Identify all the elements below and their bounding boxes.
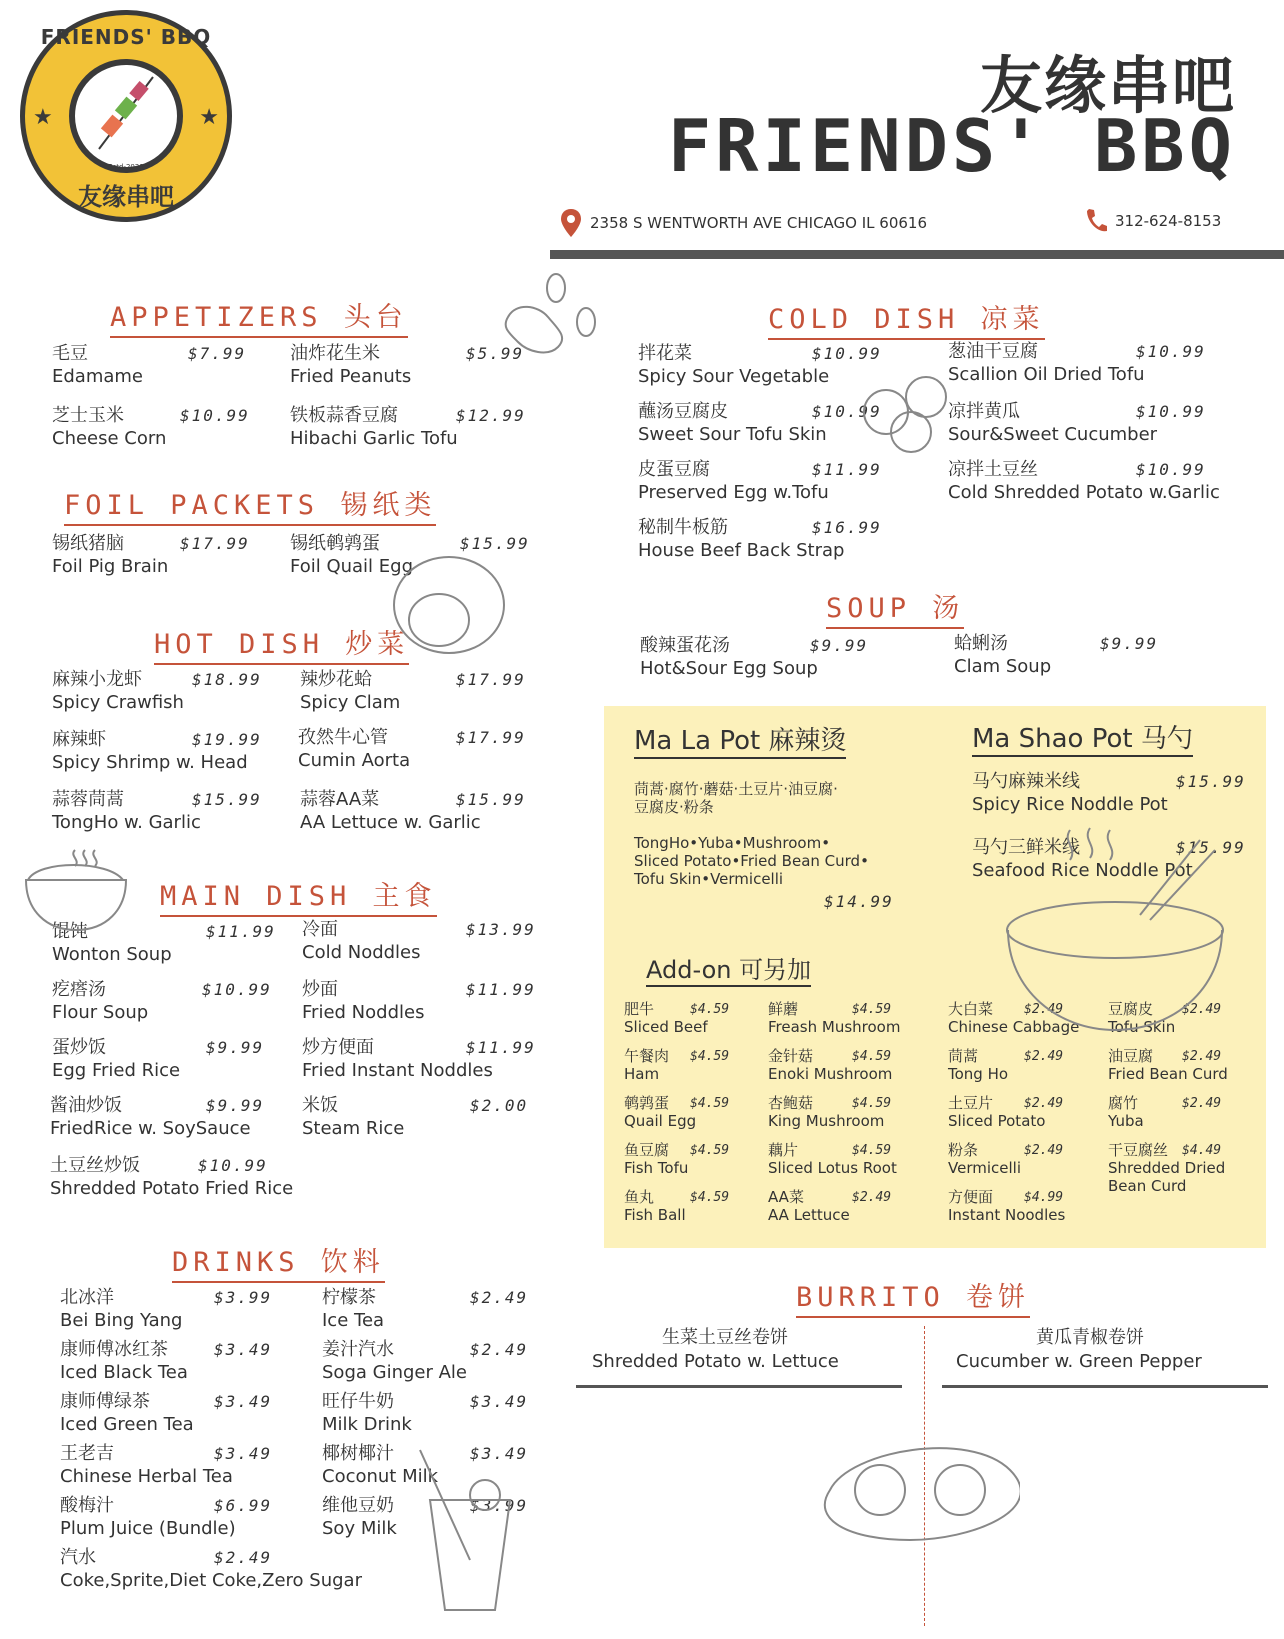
item-name-english: Fish Tofu: [624, 1159, 689, 1177]
item-name-chinese: 北冰洋: [60, 1287, 114, 1308]
item-price: $10.99: [812, 402, 882, 421]
item-price: $9.99: [206, 1096, 265, 1115]
burrito-header: Shredded Potato w. Lettuce: [592, 1351, 839, 1372]
item-price: $3.49: [214, 1392, 273, 1411]
item-price: $11.99: [206, 922, 276, 941]
burrito-left-rule: [576, 1385, 902, 1388]
item-name-chinese: 芝士玉米: [52, 405, 124, 426]
item-name-chinese: 康师傅冰红茶: [60, 1339, 168, 1360]
item-price: $3.99: [470, 1496, 529, 1515]
item-name-chinese: 柠檬茶: [322, 1287, 376, 1308]
mala-price: $14.99: [824, 892, 894, 911]
item-name-chinese: 旺仔牛奶: [322, 1391, 394, 1412]
item-name-chinese: 马勺三鲜米线: [972, 837, 1080, 858]
menu-item: [954, 632, 1051, 678]
item-price: $2.49: [1024, 1143, 1064, 1158]
item-price: $10.99: [198, 1156, 268, 1175]
peanut-icon: [498, 272, 608, 372]
section-appetizers: APPETIZERS 头台: [110, 295, 408, 338]
item-name-english: Spicy Crawfish: [52, 692, 184, 713]
item-price: $4.49: [1182, 1143, 1222, 1158]
item-name-chinese: 锡纸鹌鹑蛋: [290, 533, 380, 554]
item-name-chinese: 皮蛋豆腐: [638, 459, 710, 480]
item-price: $4.59: [690, 1002, 730, 1017]
item-name-chinese: 维他豆奶: [322, 1495, 394, 1516]
item-name-chinese: 汽水: [60, 1547, 96, 1568]
item-price: $18.99: [192, 670, 262, 689]
menu-item: [298, 726, 410, 772]
menu-item: [60, 1390, 194, 1436]
item-name-english: Bei Bing Yang: [60, 1310, 183, 1331]
item-name-chinese: 鱼丸: [624, 1188, 655, 1206]
logo-estd: Estd-2023: [108, 163, 144, 171]
phone-icon: [1085, 208, 1107, 234]
item-name-english: Ham: [624, 1065, 660, 1083]
item-name-english: Flour Soup: [52, 1002, 149, 1023]
mala-pot-title: Ma La Pot 麻辣烫: [634, 720, 846, 759]
skewer-icon: [89, 69, 163, 159]
menu-item: [290, 342, 411, 388]
item-price: $10.99: [1136, 402, 1206, 421]
item-name-chinese: 麻辣虾: [52, 729, 106, 750]
item-name-chinese: 辣炒花蛤: [300, 669, 372, 690]
item-name-chinese: 午餐肉: [624, 1047, 670, 1065]
item-name-english: Fried Noddles: [302, 1002, 425, 1023]
item-price: $2.49: [1182, 1002, 1222, 1017]
item-name-chinese: 鹌鹑蛋: [624, 1094, 670, 1112]
item-name-english: Cold Noddles: [302, 942, 421, 963]
item-price: $4.59: [852, 1002, 892, 1017]
item-name-english: Iced Green Tea: [60, 1414, 194, 1435]
item-name-chinese: 疙瘩汤: [52, 979, 106, 1000]
clam-icon: [384, 550, 514, 670]
item-name-chinese: 冷面: [302, 919, 338, 940]
menu-item: [624, 1047, 669, 1083]
item-price: $10.99: [1136, 342, 1206, 361]
item-price: $11.99: [466, 980, 536, 999]
item-name-chinese: 麻辣小龙虾: [52, 669, 142, 690]
item-price: $4.59: [690, 1096, 730, 1111]
burrito-header: 生菜土豆丝卷饼: [662, 1327, 788, 1348]
header-divider: [550, 250, 1284, 259]
menu-item: [300, 788, 481, 834]
item-price: $2.49: [1024, 1096, 1064, 1111]
burrito-icon: [820, 1430, 1020, 1550]
star-icon: ★: [33, 105, 53, 130]
menu-item: [290, 404, 458, 450]
mala-cn-line2: 豆腐皮·粉条: [634, 798, 714, 816]
item-price: $10.99: [180, 406, 250, 425]
item-name-english: AA Lettuce w. Garlic: [300, 812, 481, 833]
address-text: 2358 S WENTWORTH AVE CHICAGO IL 60616: [590, 214, 928, 232]
item-name-chinese: 豆腐皮: [1108, 1000, 1154, 1018]
item-name-chinese: 姜汁汽水: [322, 1339, 394, 1360]
item-name-chinese: 锡纸猪脑: [52, 533, 124, 554]
item-name-english: Sliced Beef: [624, 1018, 708, 1036]
burrito-right-rule: [942, 1385, 1268, 1388]
item-price: $4.59: [690, 1190, 730, 1205]
item-price: $2.49: [1182, 1096, 1222, 1111]
item-name-english: Coke,Sprite,Diet Coke,Zero Sugar: [60, 1570, 362, 1591]
item-name-english: Iced Black Tea: [60, 1362, 188, 1383]
section-burrito: BURRITO 卷饼: [796, 1275, 1030, 1318]
item-name-english: Shredded Dried: [1108, 1159, 1226, 1177]
menu-item: [60, 1286, 182, 1332]
menu-item: [52, 788, 201, 834]
item-name-english: Edamame: [52, 366, 144, 387]
item-name-chinese: 毛豆: [52, 343, 88, 364]
section-main-dish: MAIN DISH 主食: [160, 874, 437, 917]
mala-en-line1: TongHo•Yuba•Mushroom•: [634, 834, 831, 852]
item-name-english: Foil Pig Brain: [52, 556, 169, 577]
item-name-english: Soy Milk: [322, 1518, 397, 1539]
item-price: $2.49: [470, 1340, 529, 1359]
item-name-chinese: 米饭: [302, 1095, 338, 1116]
item-price: $2.49: [470, 1288, 529, 1307]
item-price: $9.99: [206, 1038, 265, 1057]
item-name-english: Milk Drink: [322, 1414, 412, 1435]
item-price: $9.99: [810, 636, 869, 655]
address: [560, 208, 927, 238]
item-name-english: Sliced Lotus Root: [768, 1159, 897, 1177]
menu-item: [300, 668, 400, 714]
item-name-chinese: 腐竹: [1108, 1094, 1139, 1112]
item-price: $15.99: [460, 534, 530, 553]
item-price: $10.99: [812, 344, 882, 363]
item-price: $17.99: [456, 670, 526, 689]
item-price: $3.49: [214, 1444, 273, 1463]
cucumber-icon: [856, 372, 956, 462]
item-price: $4.59: [852, 1096, 892, 1111]
item-name-english: Steam Rice: [302, 1118, 405, 1139]
item-name-english: Cumin Aorta: [298, 750, 411, 771]
menu-item: [52, 404, 166, 450]
item-name-english: Tofu Skin: [1108, 1018, 1176, 1036]
item-name-chinese: 方便面: [948, 1188, 994, 1206]
item-name-english: Foil Quail Egg: [290, 556, 414, 577]
logo-text-top: FRIENDS' BBQ: [40, 25, 212, 49]
item-name-english: Soga Ginger Ale: [322, 1362, 467, 1383]
menu-item: [52, 1036, 180, 1082]
item-name-chinese: 油豆腐: [1108, 1047, 1154, 1065]
item-price: $11.99: [812, 460, 882, 479]
item-name-chinese: 凉拌黄瓜: [948, 401, 1020, 422]
item-price: $15.99: [1176, 838, 1246, 857]
item-name-english: Spicy Sour Vegetable: [638, 366, 830, 387]
menu-item: [60, 1442, 233, 1488]
item-price: $10.99: [1136, 460, 1206, 479]
section-drinks: DRINKS 饮料: [172, 1240, 385, 1283]
item-name-chinese: 土豆丝炒饭: [50, 1155, 140, 1176]
item-name-english: Fried Bean Curd: [1108, 1065, 1228, 1083]
menu-item: [640, 634, 818, 680]
menu-item: [302, 1094, 404, 1140]
item-name-english: TongHo w. Garlic: [52, 812, 201, 833]
item-price: $10.99: [202, 980, 272, 999]
item-name-english: Hot&Sour Egg Soup: [640, 658, 818, 679]
item-name-english: Tong Ho: [948, 1065, 1009, 1083]
item-name-english: Fish Ball: [624, 1206, 686, 1224]
mashao-pot-title: Ma Shao Pot 马勺: [972, 718, 1193, 757]
section-foil-packets: FOIL PACKETS 锡纸类: [64, 483, 436, 526]
item-name-chinese: 杏鲍菇: [768, 1094, 814, 1112]
item-name-english: Plum Juice (Bundle): [60, 1518, 236, 1539]
item-name-chinese: 鱼豆腐: [624, 1141, 670, 1159]
menu-item: [948, 340, 1145, 386]
item-price: $16.99: [812, 518, 882, 537]
menu-item: [52, 532, 168, 578]
location-pin-icon: [560, 208, 582, 238]
item-name-chinese: 油炸花生米: [290, 343, 380, 364]
item-price: $4.99: [1024, 1190, 1064, 1205]
item-name-chinese: 蘸汤豆腐皮: [638, 401, 728, 422]
item-name-english: House Beef Back Strap: [638, 540, 845, 561]
item-name-chinese: 拌花菜: [638, 343, 692, 364]
item-price: $9.99: [1100, 634, 1159, 653]
item-name-chinese: 肥牛: [624, 1000, 655, 1018]
burrito-header: Cucumber w. Green Pepper: [956, 1351, 1202, 1372]
item-name-english: Spicy Rice Noddle Pot: [972, 794, 1168, 815]
burrito-header: 黄瓜青椒卷饼: [1036, 1327, 1144, 1348]
item-price: $11.99: [466, 1038, 536, 1057]
item-price: $2.49: [214, 1548, 273, 1567]
item-name-english: Cold Shredded Potato w.Garlic: [948, 482, 1220, 503]
menu-item: [768, 1188, 850, 1224]
item-name-english: Spicy Shrimp w. Head: [52, 752, 248, 773]
menu-item: [322, 1390, 412, 1436]
item-name-english: Enoki Mushroom: [768, 1065, 893, 1083]
item-name-english: Shredded Potato Fried Rice: [50, 1178, 294, 1199]
menu-item: [60, 1338, 188, 1384]
item-name-chinese: 铁板蒜香豆腐: [290, 405, 398, 426]
item-name-chinese: 大白菜: [948, 1000, 994, 1018]
item-price: $17.99: [180, 534, 250, 553]
menu-item: [302, 918, 421, 964]
item-price: $3.49: [470, 1444, 529, 1463]
menu-item: [52, 668, 184, 714]
item-name-english: Vermicelli: [948, 1159, 1021, 1177]
item-name-chinese: 酸辣蛋花汤: [640, 635, 730, 656]
logo-text-bottom: 友缘串吧: [78, 183, 174, 211]
menu-item: [948, 1047, 1008, 1083]
menu-item: [1108, 1094, 1144, 1130]
item-name-english: Freash Mushroom: [768, 1018, 901, 1036]
phone-text: 312-624-8153: [1115, 212, 1222, 230]
item-name-chinese: 孜然牛心管: [298, 727, 388, 748]
menu-item: [638, 342, 829, 388]
star-icon: ★: [199, 105, 219, 130]
item-name-chinese: 秘制牛板筋: [638, 517, 728, 538]
item-price: $15.99: [192, 790, 262, 809]
mala-en-line2: Sliced Potato•Fried Bean Curd•: [634, 852, 869, 870]
item-name-english: Spicy Clam: [300, 692, 401, 713]
item-name-english: Ice Tea: [322, 1310, 385, 1331]
item-name-chinese: 凉拌土豆丝: [948, 459, 1038, 480]
item-name-english: Sour&Sweet Cucumber: [948, 424, 1158, 445]
menu-item: [52, 342, 143, 388]
item-name-english: Quail Egg: [624, 1112, 697, 1130]
item-name-english: Instant Noodles: [948, 1206, 1066, 1224]
item-name-english: Seafood Rice Noddle Pot: [972, 860, 1193, 881]
item-name-english: Sweet Sour Tofu Skin: [638, 424, 827, 445]
mala-cn-line1: 茼蒿·腐竹·蘑菇·土豆片·油豆腐·: [634, 780, 838, 798]
item-price: $2.49: [1182, 1049, 1222, 1064]
item-name-chinese: 金针菇: [768, 1047, 814, 1065]
item-name-english: Wonton Soup: [52, 944, 172, 965]
item-name-chinese: 葱油干豆腐: [948, 341, 1038, 362]
item-name-english: Egg Fried Rice: [52, 1060, 181, 1081]
menu-item: [624, 1188, 686, 1224]
item-name-english: AA Lettuce: [768, 1206, 850, 1224]
mala-en-line3: Tofu Skin•Vermicelli: [634, 870, 784, 888]
item-price: $4.59: [690, 1049, 730, 1064]
title-english: FRIENDS' BBQ: [667, 104, 1236, 188]
item-name-chinese: 康师傅绿茶: [60, 1391, 150, 1412]
menu-item: [638, 400, 827, 446]
phone: [1085, 208, 1221, 234]
item-price: $4.59: [852, 1143, 892, 1158]
section-soup: SOUP 汤: [826, 586, 964, 629]
restaurant-logo: [20, 10, 232, 222]
item-name-chinese: 干豆腐丝: [1108, 1141, 1169, 1159]
menu-item: [60, 1546, 362, 1592]
item-name-chinese: 炒方便面: [302, 1037, 374, 1058]
section-hot-dish: HOT DISH 炒菜: [154, 622, 409, 665]
item-price: $2.49: [852, 1190, 892, 1205]
item-name-english: Chinese Herbal Tea: [60, 1466, 233, 1487]
menu-item: [322, 1338, 467, 1384]
item-name-english: Hibachi Garlic Tofu: [290, 428, 458, 449]
item-price: $17.99: [456, 728, 526, 747]
item-price: $4.59: [690, 1143, 730, 1158]
item-name-english: Clam Soup: [954, 656, 1052, 677]
item-name-chinese: 藕片: [768, 1141, 799, 1159]
menu-item: [52, 978, 148, 1024]
menu-item: [948, 400, 1157, 446]
item-name-english: Scallion Oil Dried Tofu: [948, 364, 1145, 385]
item-price: $19.99: [192, 730, 262, 749]
item-price: $3.99: [214, 1288, 273, 1307]
item-name-english: Fried Peanuts: [290, 366, 412, 387]
item-price: $5.99: [466, 344, 525, 363]
rice-bowl-icon: [20, 840, 130, 940]
noodle-bowl-icon: [1000, 820, 1230, 1040]
item-name-chinese: 蒜蓉茼蒿: [52, 789, 124, 810]
item-price: $4.59: [852, 1049, 892, 1064]
item-price: $2.49: [1024, 1049, 1064, 1064]
title-chinese: 友缘串吧: [979, 49, 1236, 122]
menu-item: [322, 1286, 384, 1332]
item-price: $15.99: [456, 790, 526, 809]
item-name-english: Preserved Egg w.Tofu: [638, 482, 829, 503]
menu-item: [948, 1141, 1021, 1177]
item-name-chinese: 鲜蘑: [768, 1000, 799, 1018]
item-price: $3.49: [470, 1392, 529, 1411]
item-price: $6.99: [214, 1496, 273, 1515]
item-name-chinese: 粉条: [948, 1141, 979, 1159]
item-name-english: Cheese Corn: [52, 428, 167, 449]
item-name-chinese: 馄饨: [52, 921, 88, 942]
item-price: $2.49: [1024, 1002, 1064, 1017]
item-name-english: King Mushroom: [768, 1112, 885, 1130]
item-name-english: Chinese Cabbage: [948, 1018, 1080, 1036]
item-name-chinese: 土豆片: [948, 1094, 994, 1112]
item-price: $7.99: [188, 344, 247, 363]
item-name-chinese: 马勺麻辣米线: [972, 771, 1080, 792]
item-name-english: FriedRice w. SoySauce: [50, 1118, 251, 1139]
item-name-chinese: 酱油炒饭: [50, 1095, 122, 1116]
menu-item: [302, 1036, 493, 1082]
menu-item: [624, 1141, 688, 1177]
item-name-english: Fried Instant Noddles: [302, 1060, 493, 1081]
item-price: $15.99: [1176, 772, 1246, 791]
item-price: $2.00: [470, 1096, 529, 1115]
item-name-english: Bean Curd: [1108, 1177, 1187, 1195]
drink-cup-icon: [400, 1440, 520, 1620]
item-name-chinese: 蒜蓉AA菜: [300, 789, 380, 810]
item-price: $12.99: [456, 406, 526, 425]
item-name-english: Sliced Potato: [948, 1112, 1046, 1130]
item-name-chinese: 椰树椰汁: [322, 1443, 394, 1464]
menu-item: [972, 770, 1168, 816]
menu-item: [302, 978, 424, 1024]
item-price: $3.49: [214, 1340, 273, 1359]
menu-item: [638, 458, 829, 504]
item-name-chinese: 酸梅汁: [60, 1495, 114, 1516]
item-name-chinese: 蛋炒饭: [52, 1037, 106, 1058]
addon-title: Add-on 可另加: [646, 950, 811, 987]
menu-item: [60, 1494, 236, 1540]
item-name-english: Yuba: [1108, 1112, 1144, 1130]
item-price: $13.99: [466, 920, 536, 939]
item-name-chinese: 王老吉: [60, 1443, 114, 1464]
item-name-chinese: 炒面: [302, 979, 338, 1000]
item-name-chinese: AA菜: [768, 1188, 804, 1206]
item-name-english: Coconut Milk: [322, 1466, 439, 1487]
item-name-chinese: 蛤蜊汤: [954, 633, 1008, 654]
menu-item: [322, 1494, 397, 1540]
menu-item: [624, 1094, 696, 1130]
section-cold-dish: COLD DISH 凉菜: [768, 297, 1045, 340]
item-name-chinese: 茼蒿: [948, 1047, 979, 1065]
